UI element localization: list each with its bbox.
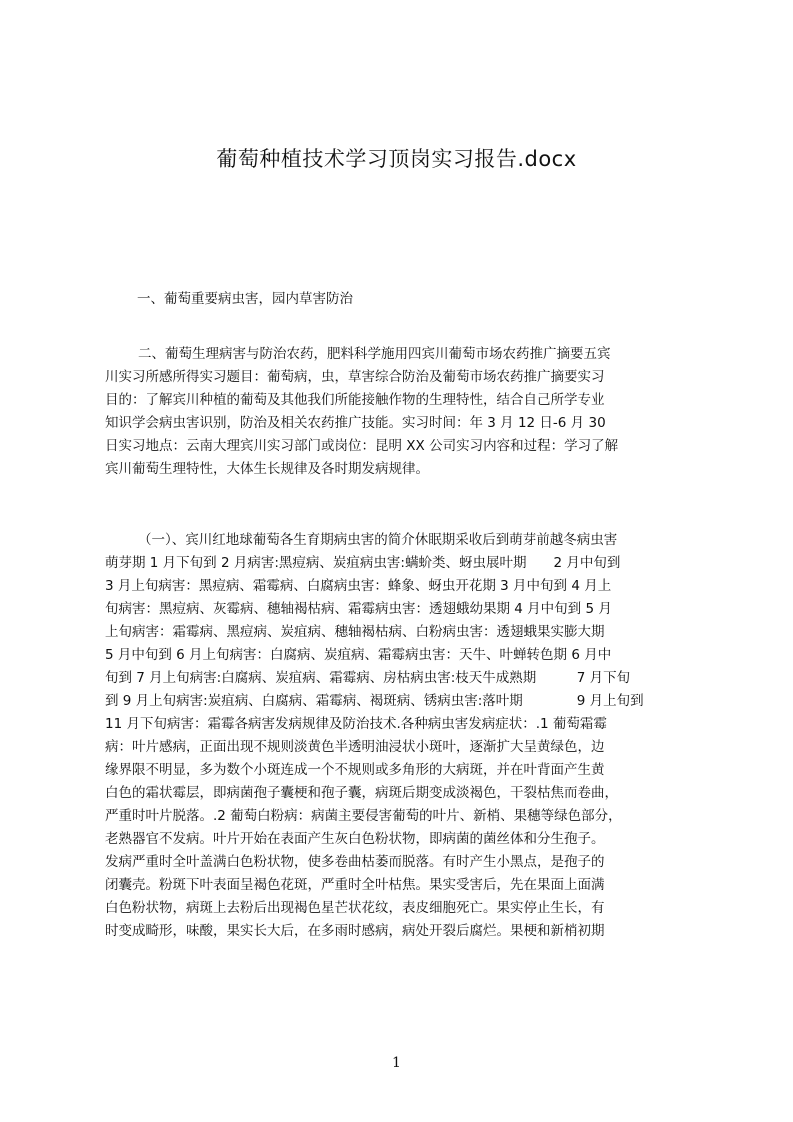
paragraph-line: 闭囊壳。粉斑下叶表面呈褐色花斑，严重时全叶枯焦。果实受害后，先在果面上面满: [105, 877, 605, 893]
paragraph-line: 老熟器官不发病。叶片开始在表面产生灰白色粉状物，即病菌的菌丝体和分生孢子。: [105, 831, 605, 847]
paragraph-line: 上旬病害：霜霉病、黑痘病、炭疽病、穗轴褐枯病、白粉病虫害：透翅蛾果实膨大期: [105, 624, 605, 640]
paragraph-line: 萌芽期 1 月下旬到 2 月病害:黑痘病、炭疽病虫害:螨蚧类、蚜虫展叶期 2 月中旬到: [105, 555, 621, 571]
paragraph-line: 宾川葡萄生理特性，大体生长规律及各时期发病规律。: [105, 461, 429, 477]
paragraph-line: 日实习地点：云南大理宾川实习部门或岗位：昆明 XX 公司实习内容和过程：学习了解: [105, 438, 619, 454]
paragraph-line: 发病严重时全叶盖满白色粉状物，使多卷曲枯萎而脱落。有时产生小黑点，是孢子的: [105, 854, 605, 870]
paragraph-line: 严重时叶片脱落。.2 葡萄白粉病：病菌主要侵害葡萄的叶片、新梢、果穗等绿色部分，: [105, 808, 622, 824]
paragraph-line: 缘界限不明显，多为数个小斑连成一个不规则或多角形的大病斑，并在叶背面产生黄: [105, 762, 605, 778]
paragraph-line: 病：叶片感病，正面出现不规则淡黄色半透明油浸状小斑叶，逐渐扩大呈黄绿色，边: [105, 739, 605, 755]
paragraph-2: [105, 343, 695, 481]
section-heading-1: 一、葡萄重要病虫害，园内草害防治: [137, 291, 353, 307]
paragraph-line: 到 9 月上旬病害:炭疽病、白腐病、霜霉病、褐斑病、锈病虫害:落叶期 9 月上旬到: [105, 693, 644, 709]
paragraph-line: （一）、宾川红地球葡萄各生育期病虫害的简介休眠期采收后到萌芽前越冬病虫害: [138, 532, 618, 548]
paragraph-line: 时变成畸形，味酸，果实长大后，在多雨时感病，病处开裂后腐烂。果梗和新梢初期: [105, 923, 605, 939]
paragraph-line: 知识学会病虫害识别，防治及相关农药推广技能。实习时间：年 3 月 12 日-6 月 30: [105, 415, 606, 431]
paragraph-line: 二、葡萄生理病害与防治农药，肥料科学施用四宾川葡萄市场农药推广摘要五宾: [138, 346, 611, 362]
paragraph-line: 白色的霜状霉层，即病菌孢子囊梗和孢子囊，病斑后期变成淡褐色，干裂枯焦而卷曲，: [105, 785, 618, 801]
paragraph-line: 川实习所感所得实习题目：葡萄病，虫，草害综合防治及葡萄市场农药推广摘要实习: [105, 369, 605, 385]
page-number: 1: [392, 1055, 401, 1071]
paragraph-line: 目的：了解宾川种植的葡萄及其他我们所能接触作物的生理特性，结合自己所学专业: [105, 392, 605, 408]
paragraph-line: 旬病害：黑痘病、灰霉病、穗轴褐枯病、霜霉病虫害：透翅蛾幼果期 4 月中旬到 5 月: [105, 601, 612, 617]
paragraph-line: 白色粉状物，病斑上去粉后出现褐色星芒状花纹，表皮细胞死亡。果实停止生长，有: [105, 900, 605, 916]
paragraph-line: 5 月中旬到 6 月上旬病害：白腐病、炭疽病、霜霉病虫害：天牛、叶蝉转色期 6 月中: [105, 647, 612, 663]
paragraph-line: 3 月上旬病害：黑痘病、霜霉病、白腐病虫害：蜂象、蚜虫开花期 3 月中旬到 4 月上: [105, 578, 612, 594]
document-title: 葡萄种植技术学习顶岗实习报告.docx: [216, 147, 577, 171]
paragraph-line: 11 月下旬病害：霜霉各病害发病规律及防治技术.各种病虫害发病症状：.1 葡萄霜霉: [105, 716, 607, 732]
paragraph-3: [105, 529, 695, 943]
paragraph-line: 旬到 7 月上旬病害:白腐病、炭疽病、霜霉病、房枯病虫害:枝天牛成熟期 7 月下旬: [105, 670, 631, 686]
